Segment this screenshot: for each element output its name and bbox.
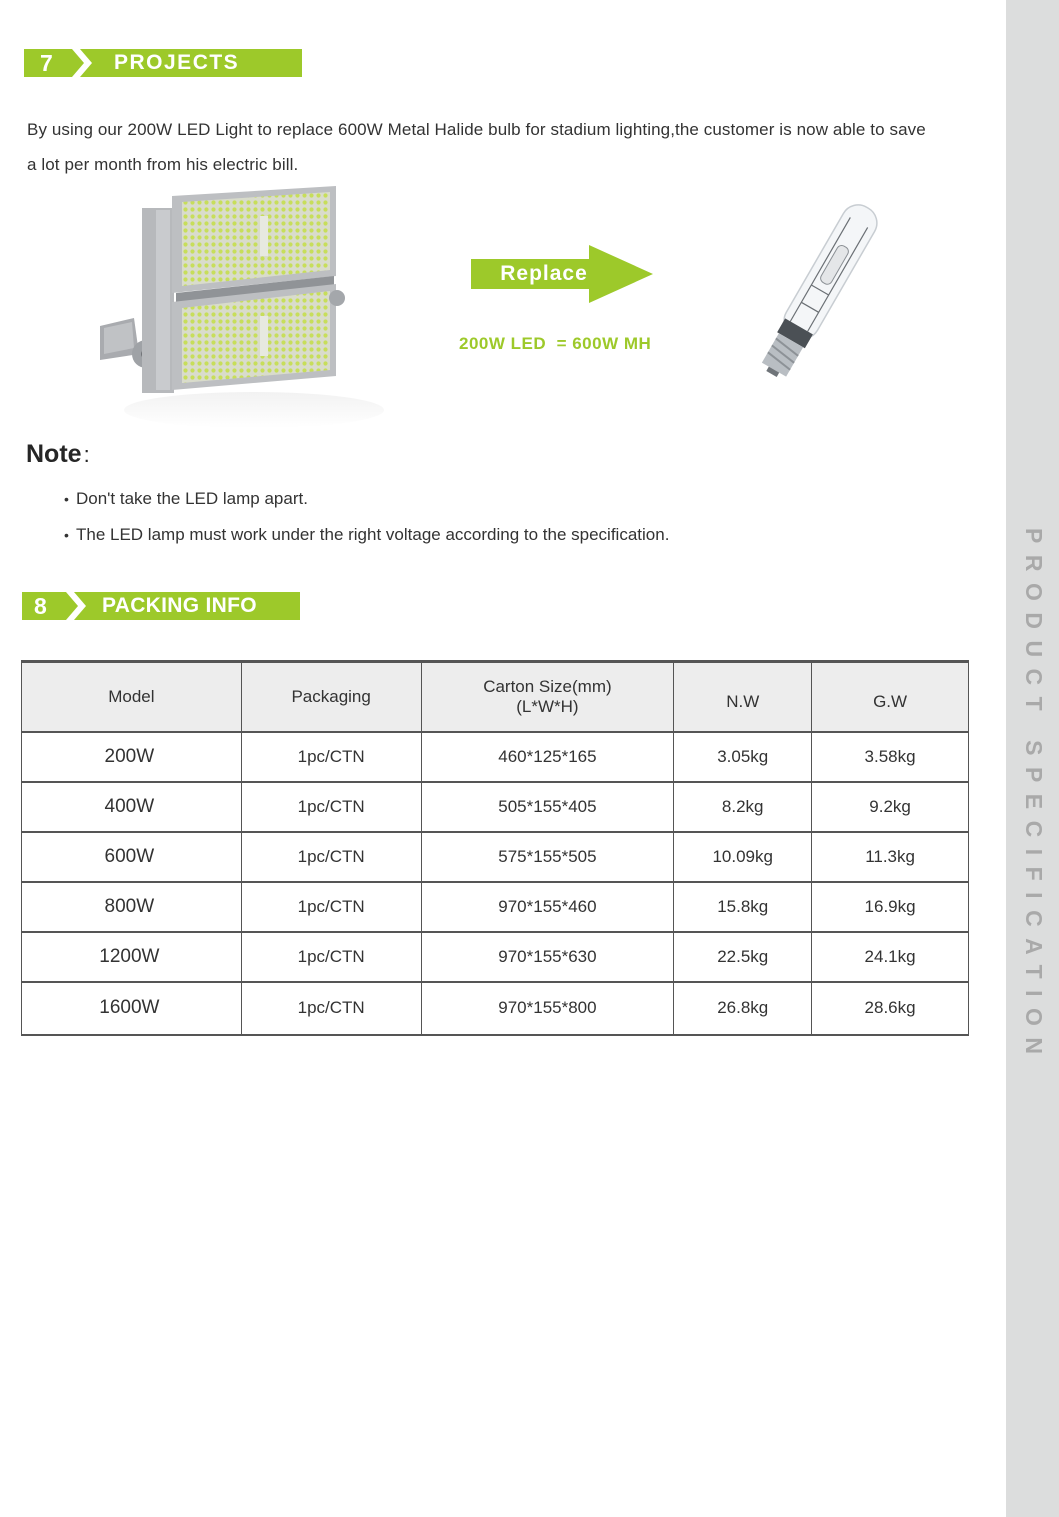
table-row	[22, 782, 969, 832]
section-number: 7	[40, 49, 53, 76]
table-row	[22, 882, 969, 932]
header-carton-size	[421, 662, 674, 732]
chevron-right-icon	[68, 49, 94, 77]
note-item	[64, 523, 669, 559]
led-floodlight-image	[84, 178, 384, 433]
cell-net-weight: 10.09kg	[674, 832, 812, 882]
metal-halide-bulb-image	[740, 190, 900, 390]
note-heading	[26, 440, 90, 469]
cell-model: 1200W	[22, 932, 242, 982]
cell-packaging: 1pc/CTN	[241, 782, 421, 832]
section-title: PROJECTS	[114, 51, 240, 74]
bullet-icon: •	[64, 527, 69, 543]
cell-net-weight: 22.5kg	[674, 932, 812, 982]
cell-model: 600W	[22, 832, 242, 882]
cell-packaging: 1pc/CTN	[241, 732, 421, 782]
cell-gross-weight: 16.9kg	[812, 882, 969, 932]
cell-model: 1600W	[22, 982, 242, 1035]
cell-model: 400W	[22, 782, 242, 832]
note-item	[64, 487, 669, 523]
cell-model: 200W	[22, 732, 242, 782]
cell-carton-size: 505*155*405	[421, 782, 674, 832]
cell-carton-size: 460*125*165	[421, 732, 674, 782]
table-row	[22, 832, 969, 882]
packing-info-table	[21, 660, 969, 1036]
note-title: Note	[26, 440, 82, 468]
section-header-packing-info	[22, 592, 300, 620]
equivalence-text: 200W LED = 600W MH	[459, 334, 652, 353]
projects-description: By using our 200W LED Light to replace 600W Metal Halide bulb for stadium lighting,the customer is now able to save a lot per month from his electric bill.	[27, 120, 926, 174]
header-carton-size-line1: Carton Size(mm)	[483, 676, 612, 696]
cell-packaging: 1pc/CTN	[241, 982, 421, 1035]
cell-net-weight: 26.8kg	[674, 982, 812, 1035]
note-list	[64, 487, 669, 559]
cell-packaging: 1pc/CTN	[241, 932, 421, 982]
table-row	[22, 982, 969, 1035]
header-gross-weight: G.W	[812, 662, 969, 732]
bullet-icon: •	[64, 491, 69, 507]
cell-carton-size: 970*155*800	[421, 982, 674, 1035]
cell-net-weight: 8.2kg	[674, 782, 812, 832]
section-header-projects	[24, 49, 302, 77]
cell-gross-weight: 3.58kg	[812, 732, 969, 782]
cell-net-weight: 3.05kg	[674, 732, 812, 782]
section-title: PACKING INFO	[102, 594, 257, 617]
chevron-right-icon	[62, 592, 88, 620]
cell-model: 800W	[22, 882, 242, 932]
sidebar-label: PRODUCT SPECIFICATION	[1021, 528, 1047, 1066]
cell-gross-weight: 28.6kg	[812, 982, 969, 1035]
cell-packaging: 1pc/CTN	[241, 832, 421, 882]
note-item-text: The LED lamp must work under the right voltage according to the specification.	[76, 525, 670, 544]
cell-gross-weight: 9.2kg	[812, 782, 969, 832]
cell-packaging: 1pc/CTN	[241, 882, 421, 932]
table-row	[22, 932, 969, 982]
header-model: Model	[22, 662, 242, 732]
header-carton-size-line2: (L*W*H)	[516, 696, 579, 716]
note-colon: :	[83, 442, 90, 467]
cell-gross-weight: 11.3kg	[812, 832, 969, 882]
cell-carton-size: 970*155*630	[421, 932, 674, 982]
header-packaging: Packaging	[241, 662, 421, 732]
table-row	[22, 732, 969, 782]
cell-carton-size: 575*155*505	[421, 832, 674, 882]
table-header-row	[22, 662, 969, 732]
cell-carton-size: 970*155*460	[421, 882, 674, 932]
cell-net-weight: 15.8kg	[674, 882, 812, 932]
section-number: 8	[34, 592, 47, 619]
note-item-text: Don't take the LED lamp apart.	[76, 489, 308, 508]
replace-label: Replace	[500, 262, 588, 285]
header-net-weight: N.W	[674, 662, 812, 732]
cell-gross-weight: 24.1kg	[812, 932, 969, 982]
